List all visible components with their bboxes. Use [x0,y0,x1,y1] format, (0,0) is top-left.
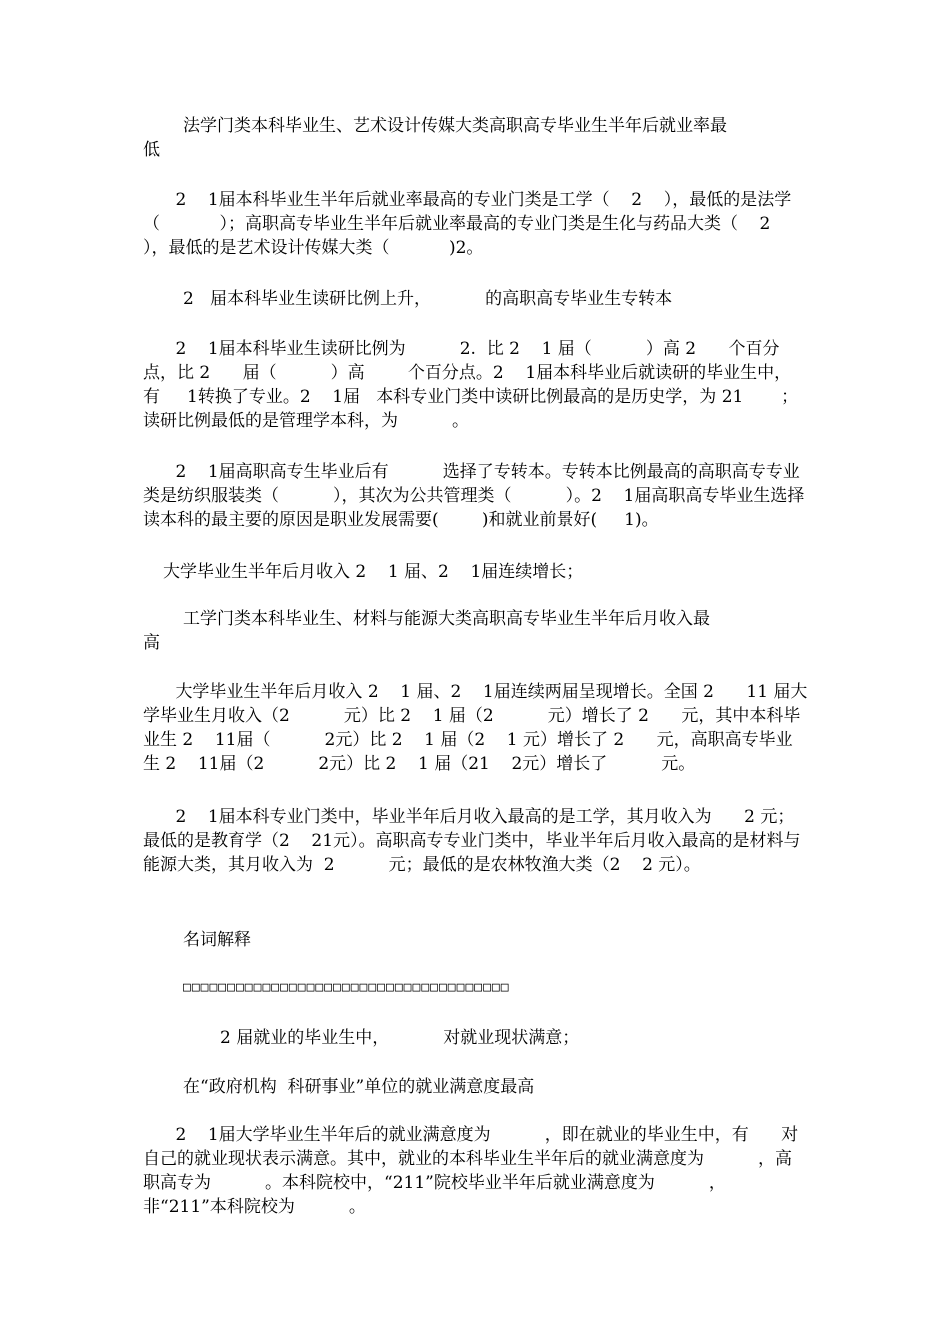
section-heading-glossary: 名词解释 [183,930,251,950]
section-heading: 2 届本科毕业生读研比例上升， 的高职高专毕业生专转本 [183,289,673,309]
section-heading-continuation: 低 [143,140,160,160]
unrendered-glyph-line: □□□□□□□□□□□□□□□□□□□□□□□□□□□□□□□□□□□□□ [183,980,510,995]
paragraph-monthly-income: 大学毕业生半年后月收入 2 1 届、2 1届连续两届呈现增长。全国 2 11 届大学毕业生月收入（2 元）比 2 1 届（2 元）增长了 2 元，其中本科毕业生 2 11届（ 2元）比 2 1 届（2 1 元）增长了 2 元，高职高专毕业生 2 11届（2 2元）比 2 1 届（21 2元）增长了 元。 [143,682,808,774]
paragraph-employment-rate: 2 1届本科毕业生半年后就业率最高的专业门类是工学（ 2 ），最低的是法学（ ）；高职高专毕业生半年后就业率最高的专业门类是生化与药品大类（ 2 ），最低的是艺术设计传媒大类（ )2。 [143,190,792,258]
section-heading: 工学门类本科毕业生、材料与能源大类高职高专毕业生半年后月收入最 [183,609,710,629]
paragraph-vocational-upgrade: 2 1届高职高专生毕业后有 选择了专转本。专转本比例最高的高职高专专业类是纺织服装类（ ），其次为公共管理类（ ）。2 1届高职高专毕业生选择读本科的最主要的原因是职业发展需要( )和就业前景好( 1)。 [143,462,805,530]
section-heading: 大学毕业生半年后月收入 2 1 届、2 1届连续增长； [163,562,584,582]
section-heading: 2 届就业的毕业生中， 对就业现状满意； [220,1028,580,1048]
paragraph-income-by-major: 2 1届本科专业门类中，毕业半年后月收入最高的是工学，其月收入为 2 元；最低的是教育学（2 21元）。高职高专专业门类中，毕业半年后月收入最高的是材料与能源大类，其月收入为 2 元；最低的是农林牧渔大类（2 2 元）。 [143,807,801,875]
paragraph-job-satisfaction: 2 1届大学毕业生半年后的就业满意度为 ，即在就业的毕业生中，有 对自己的就业现状表示满意。其中，就业的本科毕业生半年后的就业满意度为 ，高职高专为 。本科院校中，“211”院校毕业半年后就业满意度为 ，非“211”本科院校为 。 [143,1125,799,1217]
section-heading: 在“政府机构 科研事业”单位的就业满意度最高 [183,1077,535,1097]
paragraph-graduate-study: 2 1届本科毕业生读研比例为 2. 比 2 1 届（ ）高 2 个百分点，比 2 届（ ）高 个百分点。2 1届本科毕业后就读研的毕业生中，有 1转换了专业。2 1届 本科专业门类中读研比例最高的是历史学，为 21 ；读研比例最低的是管理学本科，为 。 [143,339,799,431]
section-heading-continuation: 高 [143,633,160,653]
section-heading: 法学门类本科毕业生、艺术设计传媒大类高职高专毕业生半年后就业率最 [183,116,727,136]
